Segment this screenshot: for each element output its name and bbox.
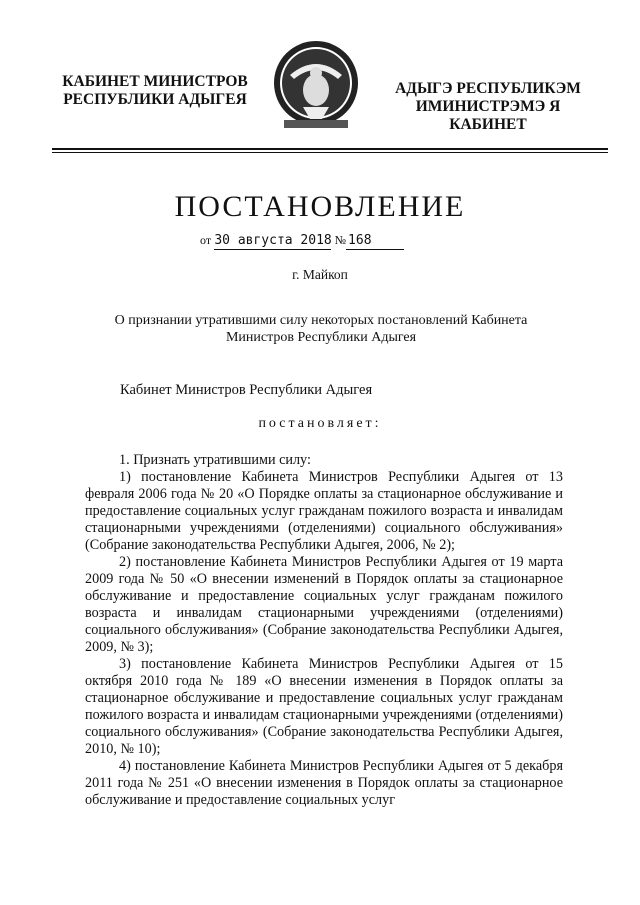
issuer-header-adyghe	[383, 80, 593, 134]
header-left-line2: РЕСПУБЛИКИ АДЫГЕЯ	[63, 91, 247, 108]
paragraph: 3) постановление Кабинета Министров Республики Адыгея от 15 октября 2010 года № 189 «О внесении изменения в Порядок оплаты за стационарное обслуживание и предоставление социальных услуг гражданам пожилого возраста и инвалидам стационарными учреждениями (отделениями) социального обслуживания» (Собрание законодательства Республики Адыгея, 2010, № 10);	[85, 656, 563, 757]
document-body	[85, 452, 563, 809]
paragraph: 4) постановление Кабинета Министров Республики Адыгея от 5 декабря 2011 года № 251 «О внесении изменения в Порядок оплаты за стационарное обслуживание и предоставление социальных услуг	[85, 758, 563, 808]
coat-of-arms-emblem	[270, 35, 362, 135]
date-prefix: от	[200, 233, 212, 247]
decrees-word: постановляет:	[258, 416, 382, 431]
document-number: 168	[346, 233, 404, 250]
issuing-body: Кабинет Министров Республики Адыгея	[120, 382, 373, 398]
issuer-header-russian	[60, 73, 250, 109]
header-divider-thin	[52, 152, 608, 153]
header-left-line1: КАБИНЕТ МИНИСТРОВ	[62, 73, 248, 90]
paragraph: 2) постановление Кабинета Министров Республики Адыгея от 19 марта 2009 года № 50 «О внесении изменений в Порядок оплаты за стационарное обслуживание и предоставление социальных услуг гражданам пожилого возраста и инвалидам стационарными учреждениями (отделениями) социального обслуживания» (Собрание законодательства Республики Адыгея, 2009, № 3);	[85, 554, 563, 655]
date-number-line	[200, 232, 404, 250]
document-title: ПОСТАНОВЛЕНИЕ	[174, 190, 466, 223]
header-divider-thick	[52, 148, 608, 150]
document-subject: О признании утратившими силу некоторых постановлений Кабинета Министров Республики Адыгея	[114, 313, 528, 345]
paragraph: 1) постановление Кабинета Министров Республики Адыгея от 13 февраля 2006 года № 20 «О Порядке оплаты за стационарное обслуживание и предоставление социальных услуг гражданам пожилого возраста и инвалидам стационарными учреждениями (отделениями) социального обслуживания» (Собрание законодательства Республики Адыгея, 2006, № 2);	[85, 469, 563, 553]
header-right-line1: АДЫГЭ РЕСПУБЛИКЭМ	[395, 80, 581, 97]
number-prefix: №	[334, 233, 347, 247]
header-right-line2: ИМИНИСТРЭМЭ Я КАБИНЕТ	[415, 98, 561, 133]
city: г. Майкоп	[292, 267, 348, 282]
paragraph: 1. Признать утратившими силу:	[119, 452, 311, 468]
document-date: 30 августа 2018	[214, 233, 332, 248]
